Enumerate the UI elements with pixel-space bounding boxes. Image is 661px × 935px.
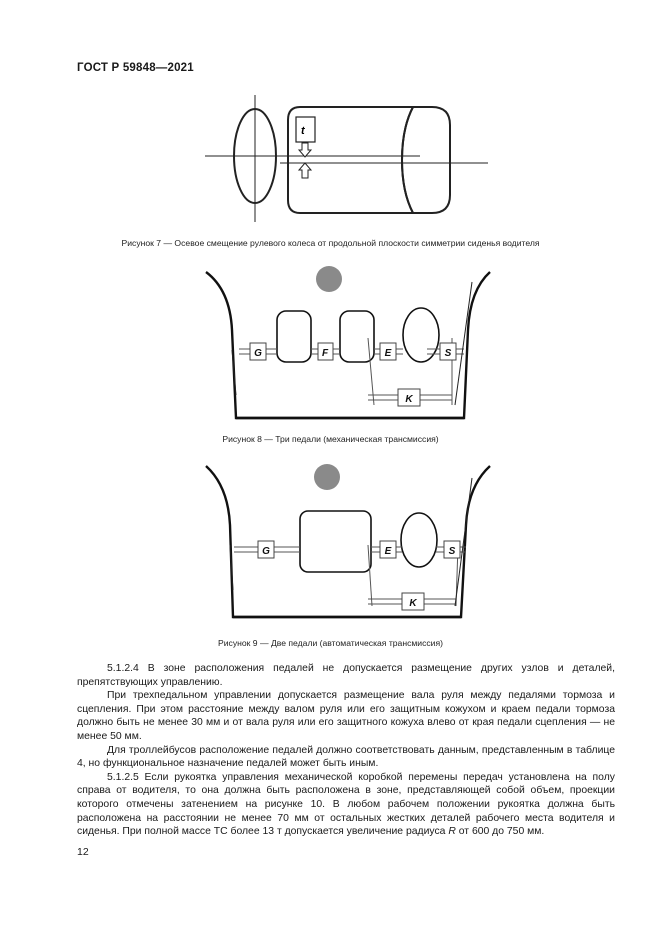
radius-symbol: R	[448, 826, 456, 838]
seat-outline	[288, 107, 413, 213]
accelerator-pedal	[401, 513, 437, 567]
label-f: F	[321, 348, 329, 359]
figure-8-caption: Рисунок 8 — Три педали (механическая трансмиссия)	[222, 434, 439, 444]
paragraph-5-1-2-5-text-a: 5.1.2.5 Если рукоятка управления механической коробкой перемены передач установлена на полу справа от водителя, то она должна быть расположена в зоне, представляющей собой объем, проекции которого отмечены затенением на рисунке 10. В любом рабочем положении рукоятка должна быть расположена на расстоянии не менее 70 мм от остальных жестких деталей рабочего места водителя и сиденья. При полной массе ТС более 13 т допускается увеличение радиуса	[77, 771, 615, 838]
label-s: S	[444, 348, 452, 359]
label-g: G	[262, 546, 270, 557]
figure-7-diagram	[0, 88, 661, 233]
paragraph-trolleybus: Для троллейбусов расположение педалей должно соответствовать данным, представленным в таблице 4, но функциональное назначение педалей может быть иным.	[77, 744, 615, 770]
label-k: K	[409, 598, 417, 609]
figure-9-caption: Рисунок 9 — Две педали (автоматическая трансмиссия)	[218, 638, 443, 648]
seat-back-outline	[402, 107, 450, 213]
brake-pedal-wide	[300, 511, 371, 572]
steering-column-circle	[314, 464, 340, 490]
body-text	[77, 662, 615, 839]
label-s: S	[448, 546, 456, 557]
clutch-pedal	[277, 311, 311, 362]
steering-column-circle	[316, 266, 342, 292]
figure-9-diagram	[0, 458, 661, 628]
label-e: E	[384, 546, 392, 557]
label-e: E	[384, 348, 392, 359]
figure-7-caption: Рисунок 7 — Осевое смещение рулевого колеса от продольной плоскости симметрии сиденья водителя	[121, 238, 540, 248]
page-number: 12	[77, 846, 89, 858]
paragraph-5-1-2-5-text-b: от 600 до 750 мм.	[455, 826, 545, 838]
paragraph-5-1-2-5	[77, 771, 615, 839]
offset-box	[296, 117, 315, 142]
document-header: ГОСТ Р 59848—2021	[77, 62, 194, 74]
arrow-up	[299, 163, 311, 178]
label-g: G	[254, 348, 262, 359]
brake-pedal	[340, 311, 374, 362]
offset-label-t: t	[301, 125, 305, 137]
paragraph-5-1-2-4: 5.1.2.4 В зоне расположения педалей не допускается размещение других узлов и деталей, препятствующих управлению.	[77, 663, 615, 688]
figure-8-diagram	[0, 262, 661, 427]
label-k: K	[405, 394, 413, 405]
paragraph-three-pedal: При трехпедальном управлении допускается размещение вала руля между педалями тормоза и сцепления. При этом расстояние между валом руля или его защитным кожухом и краем педали тормоза должно быть не менее 30 мм и от вала руля или его защитного кожуха влево от края педали сцепления — не менее 50 мм.	[77, 690, 615, 742]
arrow-down	[299, 143, 311, 157]
